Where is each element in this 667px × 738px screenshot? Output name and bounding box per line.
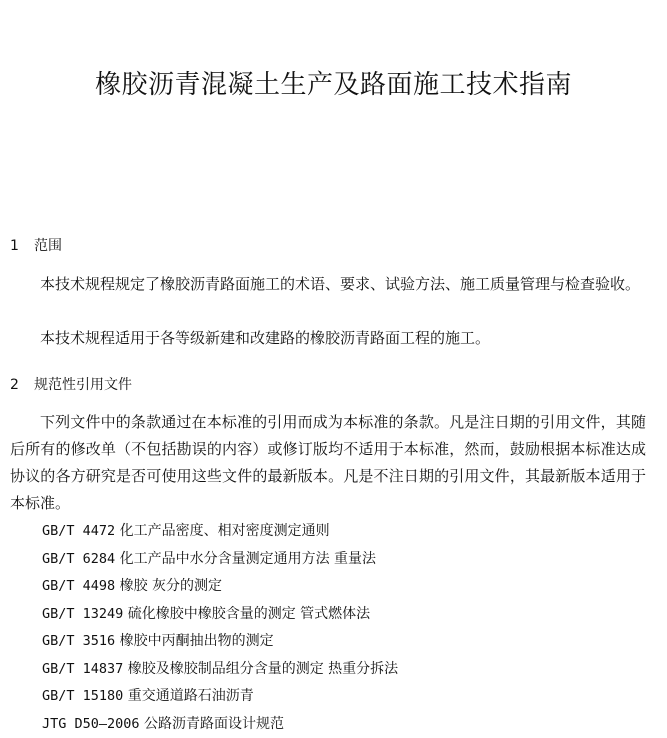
standard-title: 公路沥青路面设计规范 (144, 716, 284, 732)
reference-item (42, 656, 398, 684)
section-number: 1 (10, 238, 34, 254)
standard-code: GB/T 6284 (42, 551, 115, 567)
section-title: 范围 (34, 238, 62, 254)
paragraph: 本技术规程适用于各等级新建和改建路的橡胶沥青路面工程的施工。 (10, 325, 646, 352)
reference-item (42, 601, 398, 629)
reference-item (42, 546, 398, 574)
reference-item (42, 573, 398, 601)
standard-code: JTG D50—2006 (42, 716, 140, 732)
reference-item (42, 711, 398, 738)
reference-item (42, 683, 398, 711)
standard-title: 橡胶 灰分的测定 (120, 578, 222, 594)
section-heading-scope (10, 235, 62, 255)
standard-title: 硫化橡胶中橡胶含量的测定 管式燃体法 (128, 606, 370, 622)
standard-title: 化工产品密度、相对密度测定通则 (120, 523, 330, 539)
standard-code: GB/T 4498 (42, 578, 115, 594)
standard-title: 重交通道路石油沥青 (128, 688, 254, 704)
reference-list (42, 518, 398, 738)
standard-code: GB/T 13249 (42, 606, 123, 622)
section-title: 规范性引用文件 (34, 377, 132, 393)
document-title: 橡胶沥青混凝土生产及路面施工技术指南 (0, 64, 667, 101)
standard-title: 化工产品中水分含量测定通用方法 重量法 (120, 551, 376, 567)
reference-item (42, 518, 398, 546)
paragraph: 本技术规程规定了橡胶沥青路面施工的术语、要求、试验方法、施工质量管理与检查验收。 (10, 271, 646, 298)
standard-title: 橡胶及橡胶制品组分含量的测定 热重分拆法 (128, 661, 398, 677)
standard-title: 橡胶中丙酮抽出物的测定 (120, 633, 274, 649)
standard-code: GB/T 14837 (42, 661, 123, 677)
paragraph: 下列文件中的条款通过在本标准的引用而成为本标准的条款。凡是注日期的引用文件，其随后所有的修改单（不包括勘误的内容）或修订版均不适用于本标准，然而，鼓励根据本标准达成协议的各方研究是否可使用这些文件的最新版本。凡是不注日期的引用文件，其最新版本适用于本标准。 (10, 409, 646, 517)
section-number: 2 (10, 377, 34, 393)
section-heading-normative-references (10, 374, 132, 394)
standard-code: GB/T 15180 (42, 688, 123, 704)
standard-code: GB/T 3516 (42, 633, 115, 649)
standard-code: GB/T 4472 (42, 523, 115, 539)
reference-item (42, 628, 398, 656)
